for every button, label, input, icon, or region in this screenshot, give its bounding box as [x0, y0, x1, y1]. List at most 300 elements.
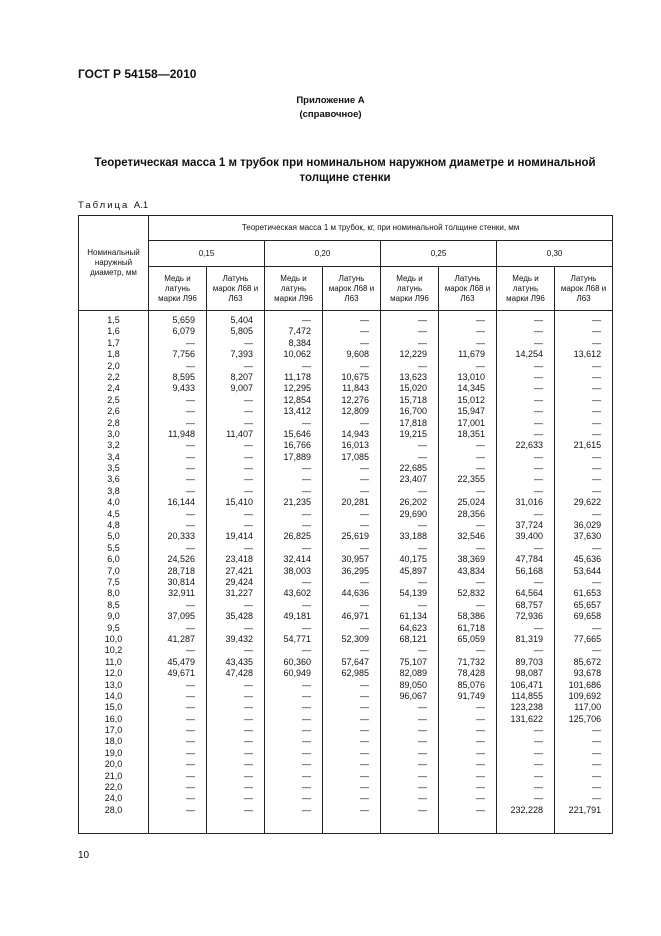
- table-cell: —: [360, 576, 369, 587]
- table-cell: 11,178: [284, 371, 311, 382]
- table-cell: —: [592, 371, 602, 382]
- table-cell: —: [244, 542, 253, 553]
- table-cell: 3,5: [107, 463, 120, 474]
- table-cell: —: [302, 463, 311, 474]
- table-cell: —: [418, 793, 427, 804]
- table-cell: —: [302, 690, 311, 701]
- table-cell: —: [592, 770, 602, 781]
- table-cell: 89,703: [515, 656, 543, 667]
- thickness-header-0-15: 0,15: [149, 241, 265, 267]
- table-cell: —: [360, 622, 369, 633]
- table-cell: 68,121: [399, 633, 427, 644]
- table-cell: —: [186, 394, 195, 405]
- table-cell: 12,276: [341, 394, 369, 405]
- table-cell: 13,623: [399, 371, 427, 382]
- table-cell: —: [592, 417, 602, 428]
- table-cell: —: [476, 759, 485, 770]
- table-cell: —: [592, 793, 602, 804]
- table-cell: 20,281: [341, 497, 369, 508]
- table-cell: —: [244, 622, 253, 633]
- table-cell: —: [592, 725, 602, 736]
- table-cell: 62,985: [341, 668, 369, 679]
- table-cell: 11,948: [168, 428, 195, 439]
- table-cell: 78,428: [457, 668, 485, 679]
- table-cell: 14,943: [341, 428, 369, 439]
- appendix-heading: [0, 94, 661, 122]
- table-cell: —: [534, 759, 543, 770]
- table-cell: —: [592, 576, 602, 587]
- table-cell: —: [476, 645, 485, 656]
- table-cell: —: [186, 417, 195, 428]
- table-cell: —: [418, 451, 427, 462]
- table-cell: 49,671: [167, 668, 195, 679]
- table-cell: —: [418, 485, 427, 496]
- table-cell: 5,659: [172, 315, 195, 325]
- table-cell: —: [534, 360, 543, 371]
- table-cell: 2,5: [107, 394, 120, 405]
- table-cell: 39,432: [225, 633, 253, 644]
- table-cell: —: [418, 736, 427, 747]
- table-cell: 117,00: [574, 702, 602, 713]
- table-cell: 3,6: [107, 474, 120, 485]
- table-cell: —: [476, 782, 485, 793]
- table-cell: —: [186, 759, 195, 770]
- table-cell: 39,400: [515, 531, 543, 542]
- table-cell: 77,665: [573, 633, 602, 644]
- table-cell: 35,428: [225, 611, 253, 622]
- table-cell: 26,202: [399, 497, 427, 508]
- table-cell: —: [418, 542, 427, 553]
- table-cell: —: [418, 440, 427, 451]
- table-cell: —: [244, 793, 253, 804]
- table-cell: —: [534, 474, 543, 485]
- table-cell: —: [186, 599, 195, 610]
- table-cell: 2,6: [107, 406, 120, 417]
- mass-column: [149, 311, 207, 834]
- table-cell: —: [186, 520, 195, 531]
- table-cell: —: [186, 690, 195, 701]
- table-cell: —: [476, 725, 485, 736]
- table-cell: 45,636: [573, 554, 602, 565]
- table-cell: 18,351: [457, 428, 485, 439]
- table-cell: —: [186, 360, 195, 371]
- table-cell: —: [360, 804, 369, 815]
- table-cell: —: [360, 360, 369, 371]
- table-cell: —: [360, 474, 369, 485]
- table-cell: —: [186, 463, 195, 474]
- table-cell: 40,175: [399, 554, 427, 565]
- table-cell: 93,678: [573, 668, 602, 679]
- table-cell: —: [534, 645, 543, 656]
- table-cell: —: [302, 508, 311, 519]
- table-cell: —: [302, 679, 311, 690]
- table-cell: 21,0: [104, 770, 123, 781]
- table-cell: 109,692: [568, 690, 602, 701]
- table-cell: 28,718: [167, 565, 195, 576]
- table-cell: —: [302, 576, 311, 587]
- table-cell: —: [302, 645, 311, 656]
- table-cell: —: [360, 326, 369, 337]
- table-cell: 15,012: [457, 394, 485, 405]
- table-cell: 37,724: [515, 520, 543, 531]
- table-cell: —: [476, 542, 485, 553]
- section-title: Теоретическая масса 1 м трубок при номинальном наружном диаметре и номинальной толщине стенки: [94, 157, 596, 184]
- table-cell: —: [418, 599, 427, 610]
- table-cell: 75,107: [399, 656, 427, 667]
- table-cell: 2,4: [107, 383, 120, 394]
- material-header-copper: Медь и латунь марки Л96: [497, 267, 555, 311]
- table-cell: 1,5: [107, 315, 120, 325]
- table-cell: 45,897: [399, 565, 427, 576]
- table-cell: —: [476, 804, 485, 815]
- table-cell: 71,732: [457, 656, 485, 667]
- table-cell: —: [244, 520, 253, 531]
- table-cell: —: [244, 485, 253, 496]
- table-cell: 9,608: [346, 349, 369, 360]
- table-cell: —: [534, 622, 543, 633]
- table-cell: —: [360, 759, 369, 770]
- table-cell: —: [476, 599, 485, 610]
- table-cell: 3,2: [107, 440, 120, 451]
- table-cell: 25,619: [341, 531, 369, 542]
- table-cell: —: [360, 713, 369, 724]
- table-cell: —: [534, 371, 543, 382]
- table-cell: —: [186, 747, 195, 758]
- table-cell: 37,630: [573, 531, 602, 542]
- table-cell: 15,718: [399, 394, 427, 405]
- table-cell: —: [244, 736, 253, 747]
- material-header-copper: Медь и латунь марки Л96: [149, 267, 207, 311]
- table-cell: 7,0: [107, 565, 120, 576]
- table-cell: 8,207: [230, 371, 253, 382]
- table-cell: 60,949: [283, 668, 311, 679]
- table-cell: 13,010: [457, 371, 485, 382]
- table-cell: 65,657: [573, 599, 602, 610]
- table-cell: 56,168: [515, 565, 543, 576]
- table-cell: —: [302, 713, 311, 724]
- table-cell: —: [534, 326, 543, 337]
- table-cell: —: [592, 508, 602, 519]
- table-cell: —: [418, 747, 427, 758]
- table-cell: 44,636: [341, 588, 369, 599]
- table-cell: 27,421: [225, 565, 253, 576]
- table-cell: —: [186, 542, 195, 553]
- table-cell: —: [360, 508, 369, 519]
- table-cell: 14,254: [515, 349, 543, 360]
- table-cell: 3,0: [107, 428, 120, 439]
- table-cell: —: [302, 542, 311, 553]
- table-cell: —: [244, 360, 253, 371]
- table-cell: 43,602: [283, 588, 311, 599]
- table-cell: —: [244, 463, 253, 474]
- table-cell: —: [418, 759, 427, 770]
- table-cell: 65,059: [457, 633, 485, 644]
- table-cell: 15,0: [104, 702, 123, 713]
- table-cell: —: [186, 702, 195, 713]
- table-cell: 17,0: [104, 725, 123, 736]
- table-cell: —: [302, 315, 311, 325]
- material-header-brass: Латунь марок Л68 и Л63: [555, 267, 613, 311]
- table-cell: 61,653: [573, 588, 602, 599]
- table-cell: —: [534, 451, 543, 462]
- table-cell: —: [360, 645, 369, 656]
- table-cell: —: [360, 417, 369, 428]
- table-cell: 22,685: [399, 463, 427, 474]
- table-cell: —: [476, 520, 485, 531]
- table-cell: 7,756: [172, 349, 195, 360]
- table-cell: —: [186, 782, 195, 793]
- table-cell: —: [302, 725, 311, 736]
- table-cell: —: [244, 702, 253, 713]
- table-cell: 16,766: [283, 440, 311, 451]
- table-cell: —: [592, 747, 602, 758]
- table-cell: —: [592, 463, 602, 474]
- table-cell: 4,5: [107, 508, 120, 519]
- table-cell: —: [302, 485, 311, 496]
- table-cell: 30,957: [341, 554, 369, 565]
- table-cell: 36,029: [573, 520, 602, 531]
- table-cell: —: [360, 315, 369, 325]
- table-cell: —: [592, 315, 602, 325]
- table-cell: 12,0: [104, 668, 123, 679]
- table-cell: 9,007: [230, 383, 253, 394]
- table-cell: 89,050: [399, 679, 427, 690]
- table-cell: 19,414: [225, 531, 253, 542]
- table-label-number: А.1: [133, 200, 149, 211]
- table-cell: —: [360, 679, 369, 690]
- table-cell: —: [360, 542, 369, 553]
- table-cell: 12,854: [283, 394, 311, 405]
- table-cell: 15,020: [399, 383, 427, 394]
- table-cell: 9,433: [172, 383, 195, 394]
- table-cell: 61,718: [457, 622, 485, 633]
- table-cell: —: [244, 440, 253, 451]
- table-cell: 29,424: [225, 576, 253, 587]
- table-cell: 53,644: [573, 565, 602, 576]
- table-cell: 11,407: [226, 428, 253, 439]
- table-cell: 101,686: [568, 679, 602, 690]
- table-cell: 85,672: [573, 656, 602, 667]
- table-cell: —: [186, 725, 195, 736]
- table-cell: 38,369: [457, 554, 485, 565]
- table-cell: —: [592, 782, 602, 793]
- table-cell: —: [534, 782, 543, 793]
- table-cell: 43,435: [225, 656, 253, 667]
- mass-column: [265, 311, 323, 834]
- table-cell: 7,472: [288, 326, 311, 337]
- table-cell: —: [302, 474, 311, 485]
- table-cell: 54,139: [399, 588, 427, 599]
- table-cell: —: [592, 337, 602, 348]
- table-cell: 33,188: [399, 531, 427, 542]
- table-cell: —: [476, 713, 485, 724]
- table-cell: 96,067: [399, 690, 427, 701]
- table-cell: 30,814: [167, 576, 195, 587]
- table-cell: —: [476, 702, 485, 713]
- table-cell: 17,085: [341, 451, 369, 462]
- table-cell: 6,0: [107, 554, 120, 565]
- table-cell: —: [476, 747, 485, 758]
- table-cell: 31,227: [225, 588, 253, 599]
- table-cell: —: [186, 508, 195, 519]
- table-cell: —: [360, 793, 369, 804]
- table-cell: —: [534, 417, 543, 428]
- mass-column: [555, 311, 613, 834]
- table-cell: —: [592, 406, 602, 417]
- table-cell: —: [418, 315, 427, 325]
- table-cell: —: [244, 713, 253, 724]
- table-cell: —: [360, 702, 369, 713]
- table-cell: —: [360, 747, 369, 758]
- table-cell: —: [244, 759, 253, 770]
- table-cell: 22,355: [457, 474, 485, 485]
- material-header-brass: Латунь марок Л68 и Л63: [323, 267, 381, 311]
- table-cell: 5,805: [230, 326, 253, 337]
- table-cell: 15,410: [225, 497, 253, 508]
- table-cell: —: [476, 485, 485, 496]
- table-cell: —: [244, 417, 253, 428]
- table-cell: —: [418, 713, 427, 724]
- table-cell: —: [186, 406, 195, 417]
- table-cell: —: [186, 451, 195, 462]
- table-cell: 24,526: [167, 554, 195, 565]
- table-cell: —: [244, 508, 253, 519]
- table-cell: 3,4: [107, 451, 120, 462]
- table-cell: —: [244, 645, 253, 656]
- table-cell: 16,013: [341, 440, 369, 451]
- table-cell: —: [418, 360, 427, 371]
- table-cell: —: [592, 326, 602, 337]
- mass-group-header: Теоретическая масса 1 м трубок, кг, при номинальной толщине стенки, мм: [149, 216, 613, 241]
- table-cell: 4,8: [107, 520, 120, 531]
- page-number: 10: [78, 850, 90, 861]
- table-cell: —: [534, 770, 543, 781]
- table-cell: —: [592, 394, 602, 405]
- table-cell: 57,647: [341, 656, 369, 667]
- table-cell: 2,8: [107, 417, 120, 428]
- table-cell: 64,623: [399, 622, 427, 633]
- material-header-brass: Латунь марок Л68 и Л63: [439, 267, 497, 311]
- table-cell: —: [302, 793, 311, 804]
- table-cell: 9,0: [107, 611, 120, 622]
- table-cell: 8,0: [107, 588, 120, 599]
- table-cell: —: [418, 520, 427, 531]
- table-cell: —: [186, 770, 195, 781]
- table-cell: —: [534, 725, 543, 736]
- table-cell: —: [534, 736, 543, 747]
- table-cell: 16,144: [167, 497, 195, 508]
- table-cell: 2,0: [107, 360, 120, 371]
- table-cell: —: [360, 337, 369, 348]
- material-header-brass: Латунь марок Л68 и Л63: [207, 267, 265, 311]
- table-cell: —: [302, 520, 311, 531]
- table-cell: 14,0: [104, 690, 123, 701]
- table-cell: 17,001: [457, 417, 485, 428]
- table-cell: 11,679: [458, 349, 485, 360]
- table-cell: 5,0: [107, 531, 120, 542]
- material-header-copper: Медь и латунь марки Л96: [381, 267, 439, 311]
- table-cell: —: [244, 599, 253, 610]
- table-cell: 20,333: [167, 531, 195, 542]
- table-cell: 28,356: [457, 508, 485, 519]
- table-cell: —: [418, 576, 427, 587]
- table-cell: —: [302, 736, 311, 747]
- table-cell: —: [534, 394, 543, 405]
- table-cell: —: [534, 576, 543, 587]
- table-cell: 69,658: [573, 611, 602, 622]
- diameter-column-header: Номинальный наружный диаметр, мм: [79, 216, 149, 311]
- table-cell: —: [476, 440, 485, 451]
- appendix-subtitle: (справочное): [299, 109, 362, 120]
- table-cell: 10,0: [104, 633, 123, 644]
- table-cell: —: [244, 337, 253, 348]
- table-cell: 114,855: [511, 690, 543, 701]
- table-cell: —: [534, 508, 543, 519]
- table-cell: 8,384: [288, 337, 311, 348]
- table-cell: 29,622: [573, 497, 602, 508]
- mass-column: [439, 311, 497, 834]
- table-cell: 52,309: [341, 633, 369, 644]
- table-cell: 7,5: [107, 576, 120, 587]
- table-cell: —: [186, 793, 195, 804]
- table-cell: —: [534, 383, 543, 394]
- table-cell: 52,832: [457, 588, 485, 599]
- table-cell: 64,564: [515, 588, 543, 599]
- table-cell: —: [418, 770, 427, 781]
- table-cell: —: [244, 451, 253, 462]
- table-cell: —: [476, 360, 485, 371]
- table-cell: 10,675: [341, 371, 369, 382]
- table-cell: —: [302, 599, 311, 610]
- table-cell: —: [360, 725, 369, 736]
- table-cell: —: [418, 645, 427, 656]
- table-cell: 1,6: [107, 326, 120, 337]
- table-cell: —: [186, 736, 195, 747]
- table-cell: —: [534, 485, 543, 496]
- table-cell: —: [592, 542, 602, 553]
- table-cell: —: [186, 440, 195, 451]
- table-cell: 26,825: [283, 531, 311, 542]
- table-cell: —: [418, 326, 427, 337]
- table-cell: 13,612: [573, 349, 602, 360]
- table-cell: 82,089: [399, 668, 427, 679]
- table-cell: —: [418, 804, 427, 815]
- table-cell: 10,2: [104, 645, 123, 656]
- table-cell: 31,016: [515, 497, 543, 508]
- table-cell: —: [186, 645, 195, 656]
- table-cell: —: [476, 315, 485, 325]
- table-cell: —: [244, 679, 253, 690]
- table-cell: —: [302, 782, 311, 793]
- table-cell: 43,834: [457, 565, 485, 576]
- table-cell: —: [592, 383, 602, 394]
- table-cell: 15,947: [457, 406, 485, 417]
- table-cell: —: [534, 428, 543, 439]
- table-cell: 37,095: [167, 611, 195, 622]
- table-cell: —: [592, 451, 602, 462]
- table-cell: 21,235: [283, 497, 311, 508]
- document-id: ГОСТ Р 54158—2010: [78, 67, 197, 81]
- table-cell: 6,079: [172, 326, 195, 337]
- table-label: [78, 200, 148, 211]
- table-cell: —: [592, 428, 602, 439]
- table-cell: —: [302, 747, 311, 758]
- table-cell: 17,889: [283, 451, 311, 462]
- table-cell: —: [534, 793, 543, 804]
- table-cell: 47,428: [225, 668, 253, 679]
- table-cell: —: [534, 542, 543, 553]
- table-cell: 19,215: [399, 428, 427, 439]
